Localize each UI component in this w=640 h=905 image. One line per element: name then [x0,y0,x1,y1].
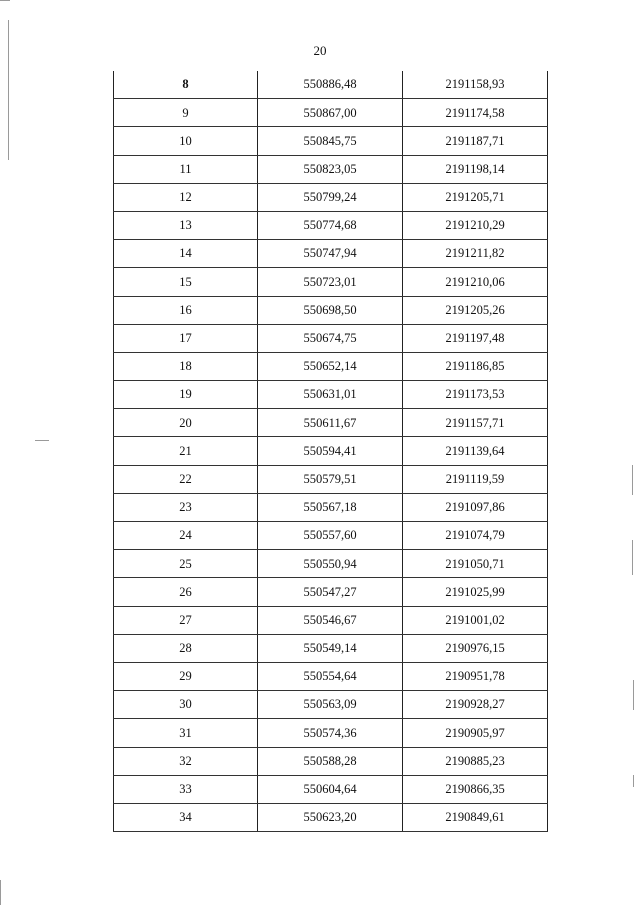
table-row [114,324,548,352]
x-coordinate-cell: 550547,27 [258,578,403,606]
point-number-cell: 19 [114,381,258,409]
scan-artifact [633,775,634,787]
x-coordinate-cell: 550588,28 [258,747,403,775]
table-row [114,493,548,521]
point-number-cell: 12 [114,183,258,211]
y-coordinate-cell: 2191173,53 [403,381,548,409]
x-coordinate-cell: 550774,68 [258,211,403,239]
scan-artifact [35,440,49,441]
table-row [114,550,548,578]
table-row [114,155,548,183]
y-coordinate-cell: 2190951,78 [403,662,548,690]
table-row [114,183,548,211]
point-number-cell: 28 [114,634,258,662]
point-number-cell: 31 [114,719,258,747]
y-coordinate-cell: 2191025,99 [403,578,548,606]
scan-artifact [632,540,633,575]
x-coordinate-cell: 550554,64 [258,662,403,690]
page-number: 20 [313,43,327,58]
y-coordinate-cell: 2191187,71 [403,127,548,155]
x-coordinate-cell: 550557,60 [258,522,403,550]
x-coordinate-cell: 550549,14 [258,634,403,662]
x-coordinate-cell: 550823,05 [258,155,403,183]
y-coordinate-cell: 2190905,97 [403,719,548,747]
table-row [114,662,548,690]
x-coordinate-cell: 550623,20 [258,803,403,831]
point-number-cell: 8 [114,71,258,99]
point-number-cell: 9 [114,99,258,127]
table-row [114,465,548,493]
table-row [114,296,548,324]
x-coordinate-cell: 550867,00 [258,99,403,127]
y-coordinate-cell: 2191205,26 [403,296,548,324]
coordinates-table-body [114,71,548,832]
point-number-cell: 11 [114,155,258,183]
x-coordinate-cell: 550698,50 [258,296,403,324]
y-coordinate-cell: 2191074,79 [403,522,548,550]
scan-artifact [0,0,10,1]
point-number-cell: 17 [114,324,258,352]
table-row [114,127,548,155]
y-coordinate-cell: 2191198,14 [403,155,548,183]
x-coordinate-cell: 550550,94 [258,550,403,578]
x-coordinate-cell: 550567,18 [258,493,403,521]
x-coordinate-cell: 550546,67 [258,606,403,634]
point-number-cell: 18 [114,352,258,380]
y-coordinate-cell: 2190866,35 [403,775,548,803]
point-number-cell: 10 [114,127,258,155]
point-number-cell: 21 [114,437,258,465]
table-row [114,691,548,719]
x-coordinate-cell: 550799,24 [258,183,403,211]
y-coordinate-cell: 2191157,71 [403,409,548,437]
x-coordinate-cell: 550652,14 [258,352,403,380]
point-number-cell: 30 [114,691,258,719]
table-row [114,381,548,409]
point-number-cell: 33 [114,775,258,803]
x-coordinate-cell: 550723,01 [258,268,403,296]
x-coordinate-cell: 550574,36 [258,719,403,747]
y-coordinate-cell: 2191119,59 [403,465,548,493]
x-coordinate-cell: 550845,75 [258,127,403,155]
y-coordinate-cell: 2190976,15 [403,634,548,662]
x-coordinate-cell: 550604,64 [258,775,403,803]
x-coordinate-cell: 550579,51 [258,465,403,493]
scan-artifact [633,680,634,710]
point-number-cell: 20 [114,409,258,437]
table-row [114,522,548,550]
y-coordinate-cell: 2190928,27 [403,691,548,719]
y-coordinate-cell: 2190885,23 [403,747,548,775]
y-coordinate-cell: 2191205,71 [403,183,548,211]
table-row [114,578,548,606]
point-number-cell: 16 [114,296,258,324]
point-number-cell: 26 [114,578,258,606]
x-coordinate-cell: 550611,67 [258,409,403,437]
table-row [114,240,548,268]
y-coordinate-cell: 2191158,93 [403,71,548,99]
point-number-cell: 29 [114,662,258,690]
y-coordinate-cell: 2191050,71 [403,550,548,578]
y-coordinate-cell: 2191210,29 [403,211,548,239]
scan-artifact [8,20,9,160]
table-row [114,71,548,99]
point-number-cell: 22 [114,465,258,493]
table-row [114,268,548,296]
coordinates-table [113,71,548,832]
table-row [114,409,548,437]
table-row [114,99,548,127]
table-row [114,634,548,662]
table-row [114,803,548,831]
x-coordinate-cell: 550747,94 [258,240,403,268]
y-coordinate-cell: 2191174,58 [403,99,548,127]
point-number-cell: 27 [114,606,258,634]
point-number-cell: 24 [114,522,258,550]
table-row [114,719,548,747]
table-row [114,606,548,634]
x-coordinate-cell: 550563,09 [258,691,403,719]
y-coordinate-cell: 2191097,86 [403,493,548,521]
point-number-cell: 13 [114,211,258,239]
point-number-cell: 14 [114,240,258,268]
table-row [114,211,548,239]
point-number-cell: 25 [114,550,258,578]
table-row [114,775,548,803]
table-row [114,352,548,380]
y-coordinate-cell: 2190849,61 [403,803,548,831]
point-number-cell: 23 [114,493,258,521]
y-coordinate-cell: 2191210,06 [403,268,548,296]
scan-artifact [632,465,633,495]
y-coordinate-cell: 2191211,82 [403,240,548,268]
x-coordinate-cell: 550886,48 [258,71,403,99]
x-coordinate-cell: 550631,01 [258,381,403,409]
y-coordinate-cell: 2191197,48 [403,324,548,352]
table-row [114,747,548,775]
x-coordinate-cell: 550674,75 [258,324,403,352]
table-row [114,437,548,465]
y-coordinate-cell: 2191001,02 [403,606,548,634]
y-coordinate-cell: 2191186,85 [403,352,548,380]
point-number-cell: 15 [114,268,258,296]
point-number-cell: 32 [114,747,258,775]
y-coordinate-cell: 2191139,64 [403,437,548,465]
x-coordinate-cell: 550594,41 [258,437,403,465]
scan-artifact [0,880,1,905]
point-number-cell: 34 [114,803,258,831]
